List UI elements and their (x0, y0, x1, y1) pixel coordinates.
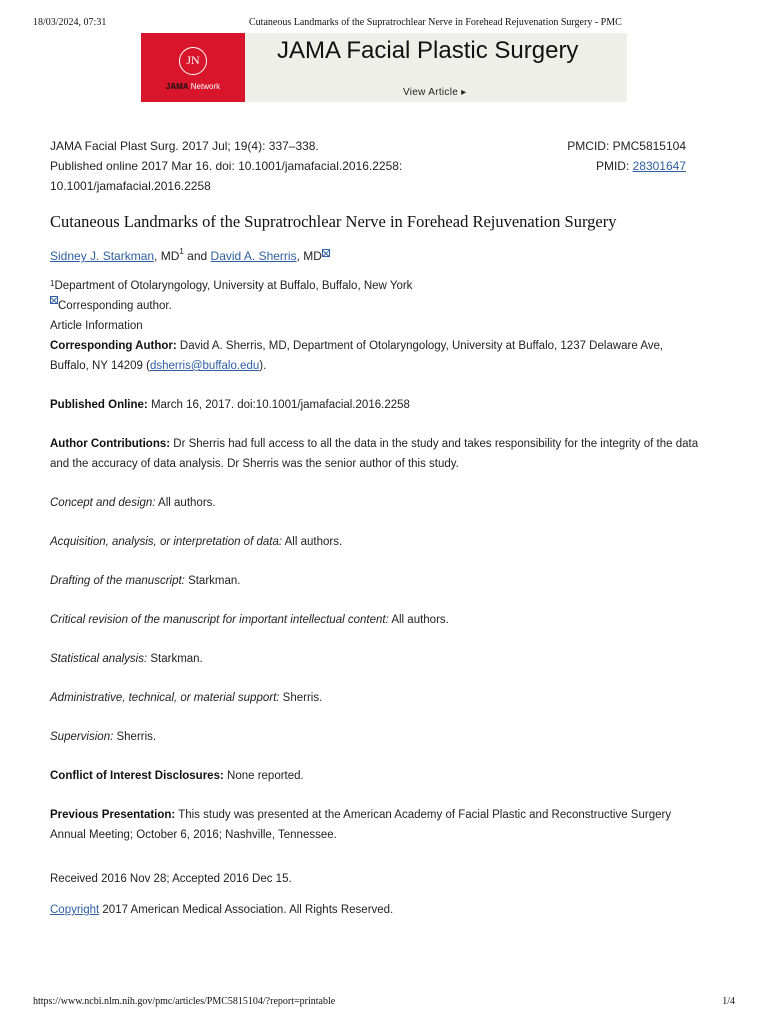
print-page-number: 1/4 (722, 996, 735, 1007)
contribution-supervision: Supervision: Sherris. (50, 731, 157, 743)
contribution-admin: Administrative, technical, or material support: Sherris. (50, 692, 323, 704)
contribution-critical-revision: Critical revision of the manuscript for important intellectual content: All authors. (50, 614, 449, 626)
email-icon[interactable] (322, 249, 330, 257)
affiliation-sup: 1 (179, 247, 184, 256)
corresponding-note: Corresponding author. (50, 296, 700, 316)
affiliation: $^1$Department of Otolaryngology, University at Buffalo, Buffalo, New York (50, 279, 413, 292)
print-url: https://www.ncbi.nlm.nih.gov/pmc/articles/PMC5815104/?report=printable (33, 996, 336, 1007)
article-title: Cutaneous Landmarks of the Supratrochlear Nerve in Forehead Rejuvenation Surgery (50, 212, 617, 231)
author-link-starkman[interactable]: Sidney J. Starkman (50, 249, 155, 263)
email-link[interactable]: dsherris@buffalo.edu (149, 360, 260, 372)
article-info (50, 276, 700, 920)
print-page-title: Cutaneous Landmarks of the Supratrochlear Nerve in Forehead Rejuvenation Surgery - PMC (249, 17, 622, 28)
article-information-heading[interactable]: Article Information (50, 320, 143, 332)
citation-line: 10.1001/jamafacial.2016.2258 (50, 179, 211, 193)
jama-network-logo (141, 33, 245, 102)
pmid-link[interactable]: 28301647 (632, 159, 686, 173)
corresponding-author: Corresponding Author: David A. Sherris, MD, Department of Otolaryngology, University at Buffalo, 1237 Delaware Ave, Buffalo, NY 14209 (dsherris@buffalo.edu). (50, 340, 664, 372)
contribution-acquisition: Acquisition, analysis, or interpretation of data: All authors. (50, 536, 343, 548)
author-list: Sidney J. Starkman, $MD^1$ and David A. Sherris, MD (50, 249, 330, 263)
jn-logo-icon: JN (179, 47, 207, 75)
email-icon (50, 296, 58, 304)
citation-line: Published online 2017 Mar 16. doi: 10.1001/jamafacial.2016.2258: (50, 159, 403, 173)
author-link-sherris[interactable]: David A. Sherris (210, 249, 297, 263)
article-ids (567, 136, 686, 176)
jama-network-wordmark: JAMA Network (165, 82, 221, 91)
copyright-link[interactable]: Copyright (50, 904, 100, 916)
pmid: PMID: 28301647 (595, 159, 686, 173)
view-article-link[interactable]: View Article ▸ (403, 87, 467, 98)
citation-line: JAMA Facial Plast Surg. 2017 Jul; 19(4): 337–338. (50, 139, 319, 153)
author-contributions: Author Contributions: Dr Sherris had full access to all the data in the study and takes responsibility for the integrity of the data and the accuracy of data analysis. Dr Sherris was the senior author of this study. (50, 438, 699, 470)
published-online: Published Online: March 16, 2017. doi:10.1001/jamafacial.2016.2258 (50, 399, 410, 411)
conflict-of-interest: Conflict of Interest Disclosures: None reported. (50, 770, 304, 782)
journal-banner[interactable] (141, 33, 627, 102)
contribution-drafting: Drafting of the manuscript: Starkman. (50, 575, 241, 587)
banner-journal-name: JAMA Facial Plastic Surgery (277, 37, 579, 64)
previous-presentation: Previous Presentation: This study was presented at the American Academy of Facial Plastic and Reconstructive Surgery Annual Meeting; October 6, 2016; Nashville, Tennessee. (50, 809, 672, 841)
print-datetime: 18/03/2024, 07:31 (33, 17, 107, 28)
citation-block (50, 136, 402, 196)
copyright: Copyright 2017 American Medical Association. All Rights Reserved. (50, 904, 394, 916)
pmcid: PMCID: PMC5815104 (567, 139, 686, 153)
contribution-statistics: Statistical analysis: Starkman. (50, 653, 203, 665)
received-accepted: Received 2016 Nov 28; Accepted 2016 Dec 15. (50, 873, 292, 885)
contribution-concept: Concept and design: All authors. (50, 497, 216, 509)
